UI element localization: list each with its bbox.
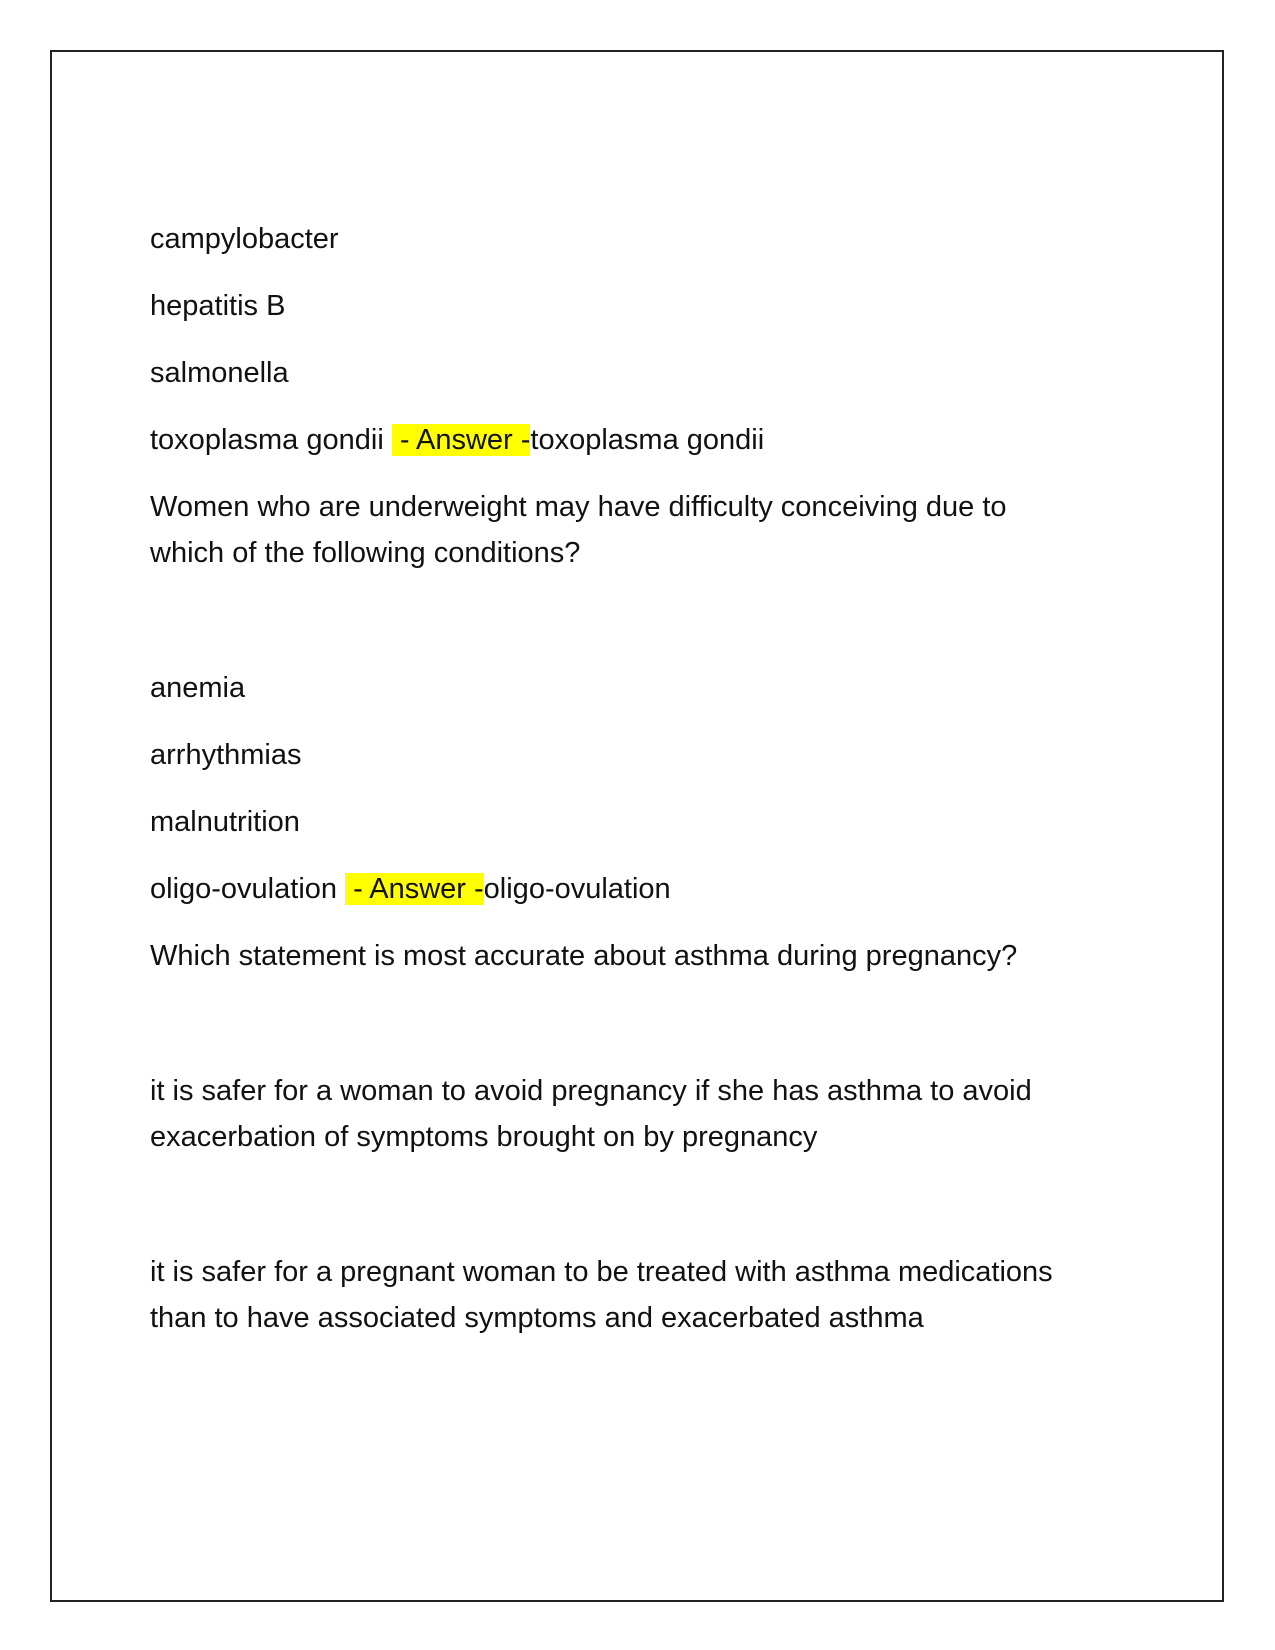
option-anemia: anemia (150, 672, 246, 704)
option-malnutrition: malnutrition (150, 806, 300, 838)
answer-highlight (345, 873, 484, 905)
question-underweight-line1: Women who are underweight may have difficulty conceiving due to (150, 491, 1007, 523)
answer-highlight (392, 424, 531, 456)
option-treat-medications-line2: than to have associated symptoms and exacerbated asthma (150, 1302, 924, 1334)
option-hepatitis-b: hepatitis B (150, 290, 286, 322)
option-salmonella: salmonella (150, 357, 289, 389)
option-avoid-pregnancy-line1: it is safer for a woman to avoid pregnancy if she has asthma to avoid (150, 1075, 1032, 1107)
question-underweight-line2: which of the following conditions? (150, 537, 581, 569)
option-campylobacter: campylobacter (150, 223, 339, 255)
option-toxoplasma: toxoplasma gondii (150, 424, 384, 456)
option-oligo-ovulation: oligo-ovulation (150, 873, 338, 905)
option-oligo-answer-line (150, 866, 671, 912)
answer-value: oligo-ovulation (483, 873, 671, 905)
option-toxoplasma-answer-line (150, 417, 764, 463)
option-treat-medications-line1: it is safer for a pregnant woman to be treated with asthma medications (150, 1256, 1053, 1288)
option-arrhythmias: arrhythmias (150, 739, 302, 771)
option-avoid-pregnancy-line2: exacerbation of symptoms brought on by pregnancy (150, 1121, 818, 1153)
answer-value: toxoplasma gondii (530, 424, 765, 456)
answer-tag: - Answer - (399, 424, 531, 456)
question-asthma: Which statement is most accurate about asthma during pregnancy? (150, 940, 1018, 972)
answer-tag: - Answer - (353, 873, 484, 905)
